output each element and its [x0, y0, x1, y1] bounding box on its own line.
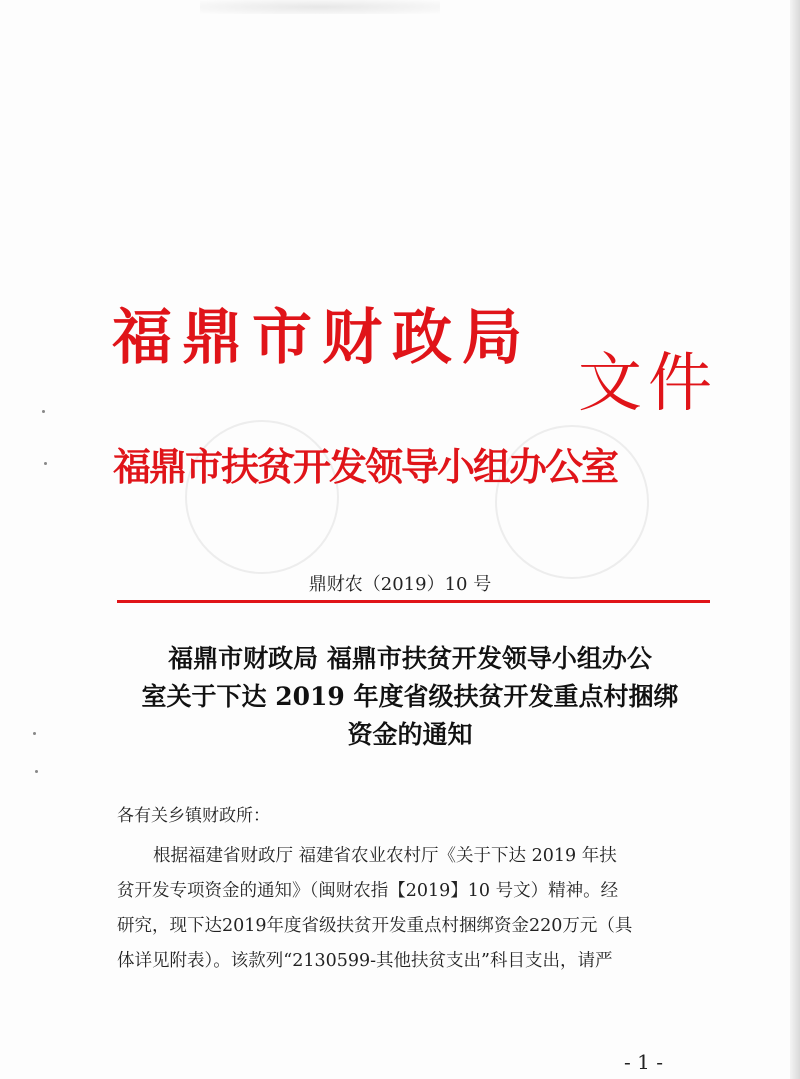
title-line: 资金的通知	[347, 720, 473, 749]
scan-speck	[44, 462, 47, 465]
body-line: 研究，现下达2019年度省级扶贫开发重点村捆绑资金220万元（具	[117, 916, 633, 936]
title-line: 福鼎市财政局 福鼎市扶贫开发领导小组办公	[168, 644, 652, 673]
scan-speck	[42, 410, 45, 413]
issuer-finance-bureau: 福鼎市财政局	[112, 303, 532, 373]
issuer-poverty-office: 福鼎市扶贫开发领导小组办公室	[113, 445, 618, 489]
body-line: 贫开发专项资金的通知》（闽财农指【2019】10 号文）精神。经	[117, 881, 619, 901]
document-label: 文件	[578, 347, 718, 421]
body-line: 体详见附表）。该款列“2130599-其他扶贫支出”科目支出，请严	[117, 951, 613, 971]
body-paragraph	[117, 839, 717, 979]
page-number: - 1 -	[624, 1050, 663, 1074]
scan-shadow	[200, 0, 440, 14]
salutation: 各有关乡镇财政所：	[117, 806, 270, 826]
scan-speck	[33, 732, 36, 735]
scan-speck	[35, 770, 38, 773]
title-line: 室关于下达 2019 年度省级扶贫开发重点村捆绑	[141, 682, 679, 711]
scan-edge	[790, 0, 800, 1079]
notice-title	[110, 640, 710, 754]
body-line: 根据福建省财政厅 福建省农业农村厅《关于下达 2019 年扶	[153, 846, 617, 866]
red-divider	[117, 600, 710, 603]
document-number: 鼎财农（2019）10 号	[308, 574, 492, 595]
